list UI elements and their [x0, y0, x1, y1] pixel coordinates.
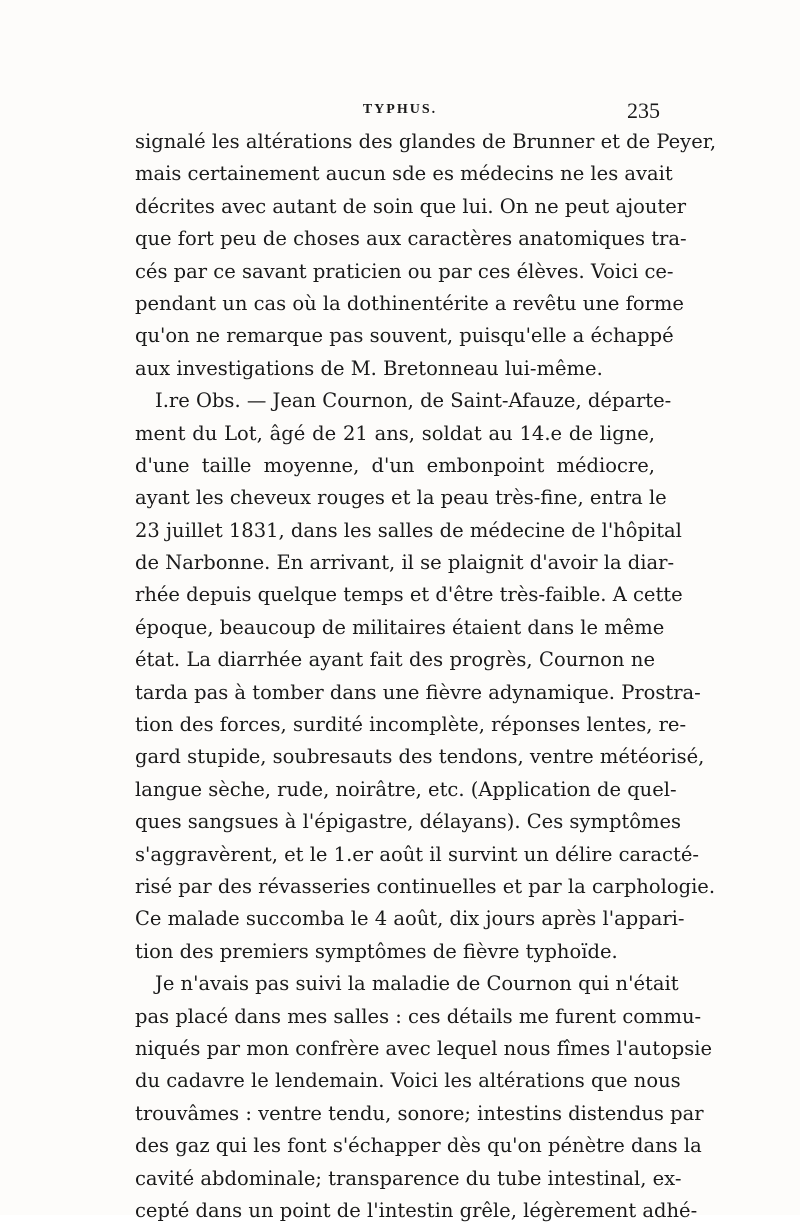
page-number: 235 [627, 98, 660, 123]
text-line: de Narbonne. En arrivant, il se plaignit d'avoir la diar- [135, 551, 675, 575]
text-line: cés par ce savant praticien ou par ces élèves. Voici ce- [135, 259, 674, 283]
text-line: niqués par mon confrère avec lequel nous fîmes l'autopsie [135, 1036, 713, 1060]
text-line: décrites avec autant de soin que lui. On ne peut ajouter [135, 194, 687, 218]
text-line: état. La diarrhée ayant fait des progrès, Cournon ne [135, 648, 655, 672]
text-line: s'aggravèrent, et le 1.er août il survint un délire caracté- [135, 842, 699, 866]
text-line: qu'on ne remarque pas souvent, puisqu'elle a échappé [135, 324, 674, 348]
text-line: trouvâmes : ventre tendu, sonore; intestins distendus par [135, 1101, 704, 1125]
text-line: ques sangsues à l'épigastre, délayans). Ces symptômes [135, 810, 682, 834]
text-line: cavité abdominale; transparence du tube intestinal, ex- [135, 1166, 682, 1190]
text-line: que fort peu de choses aux caractères anatomiques tra- [135, 227, 687, 251]
text-line: époque, beaucoup de militaires étaient dans le même [135, 615, 665, 639]
text-line: gard stupide, soubresauts des tendons, ventre météorisé, [135, 745, 705, 769]
text-line: aux investigations de M. Bretonneau lui-même. [135, 356, 603, 380]
text-line: ayant les cheveux rouges et la peau très-fine, entra le [135, 486, 667, 510]
text-line: cepté dans un point de l'intestin grêle, légèrement adhé- [135, 1198, 698, 1222]
text-line: rhée depuis quelque temps et d'être très-faible. A cette [135, 583, 683, 607]
text-line: pas placé dans mes salles : ces détails me furent commu- [135, 1004, 702, 1028]
text-line: d'une taille moyenne, d'un embonpoint médiocre, [135, 453, 655, 477]
text-line: Ce malade succomba le 4 août, dix jours après l'appari- [135, 907, 685, 931]
text-line: ment du Lot, âgé de 21 ans, soldat au 14.e de ligne, [135, 421, 655, 445]
text-line: Je n'avais pas suivi la maladie de Cournon qui n'était [155, 972, 679, 996]
text-line: mais certainement aucun sde es médecins ne les avait [135, 162, 673, 186]
text-line: tarda pas à tomber dans une fièvre adynamique. Prostra- [135, 680, 701, 704]
running-title: TYPHUS. [362, 102, 438, 117]
text-line: signalé les altérations des glandes de Brunner et de Peyer, [135, 130, 717, 153]
text-line: risé par des révasseries continuelles et par la carphologie. [135, 874, 716, 898]
body-text [135, 126, 717, 1227]
text-line: du cadavre le lendemain. Voici les altérations que nous [135, 1069, 681, 1093]
text-line: 23 juillet 1831, dans les salles de médecine de l'hôpital [135, 518, 682, 542]
text-line: des gaz qui les font s'échapper dès qu'on pénètre dans la [135, 1134, 702, 1158]
text-line: tion des premiers symptômes de fièvre typhoïde. [135, 939, 618, 963]
text-line: pendant un cas où la dothinentérite a revêtu une forme [135, 291, 684, 315]
text-line: tion des forces, surdité incomplète, réponses lentes, re- [135, 713, 687, 737]
text-line: langue sèche, rude, noirâtre, etc. (Application de quel- [135, 777, 677, 801]
running-head [140, 98, 660, 124]
observation-heading-line: I.re Obs. — Jean Cournon, de Saint-Afauze, départe- [155, 389, 672, 413]
